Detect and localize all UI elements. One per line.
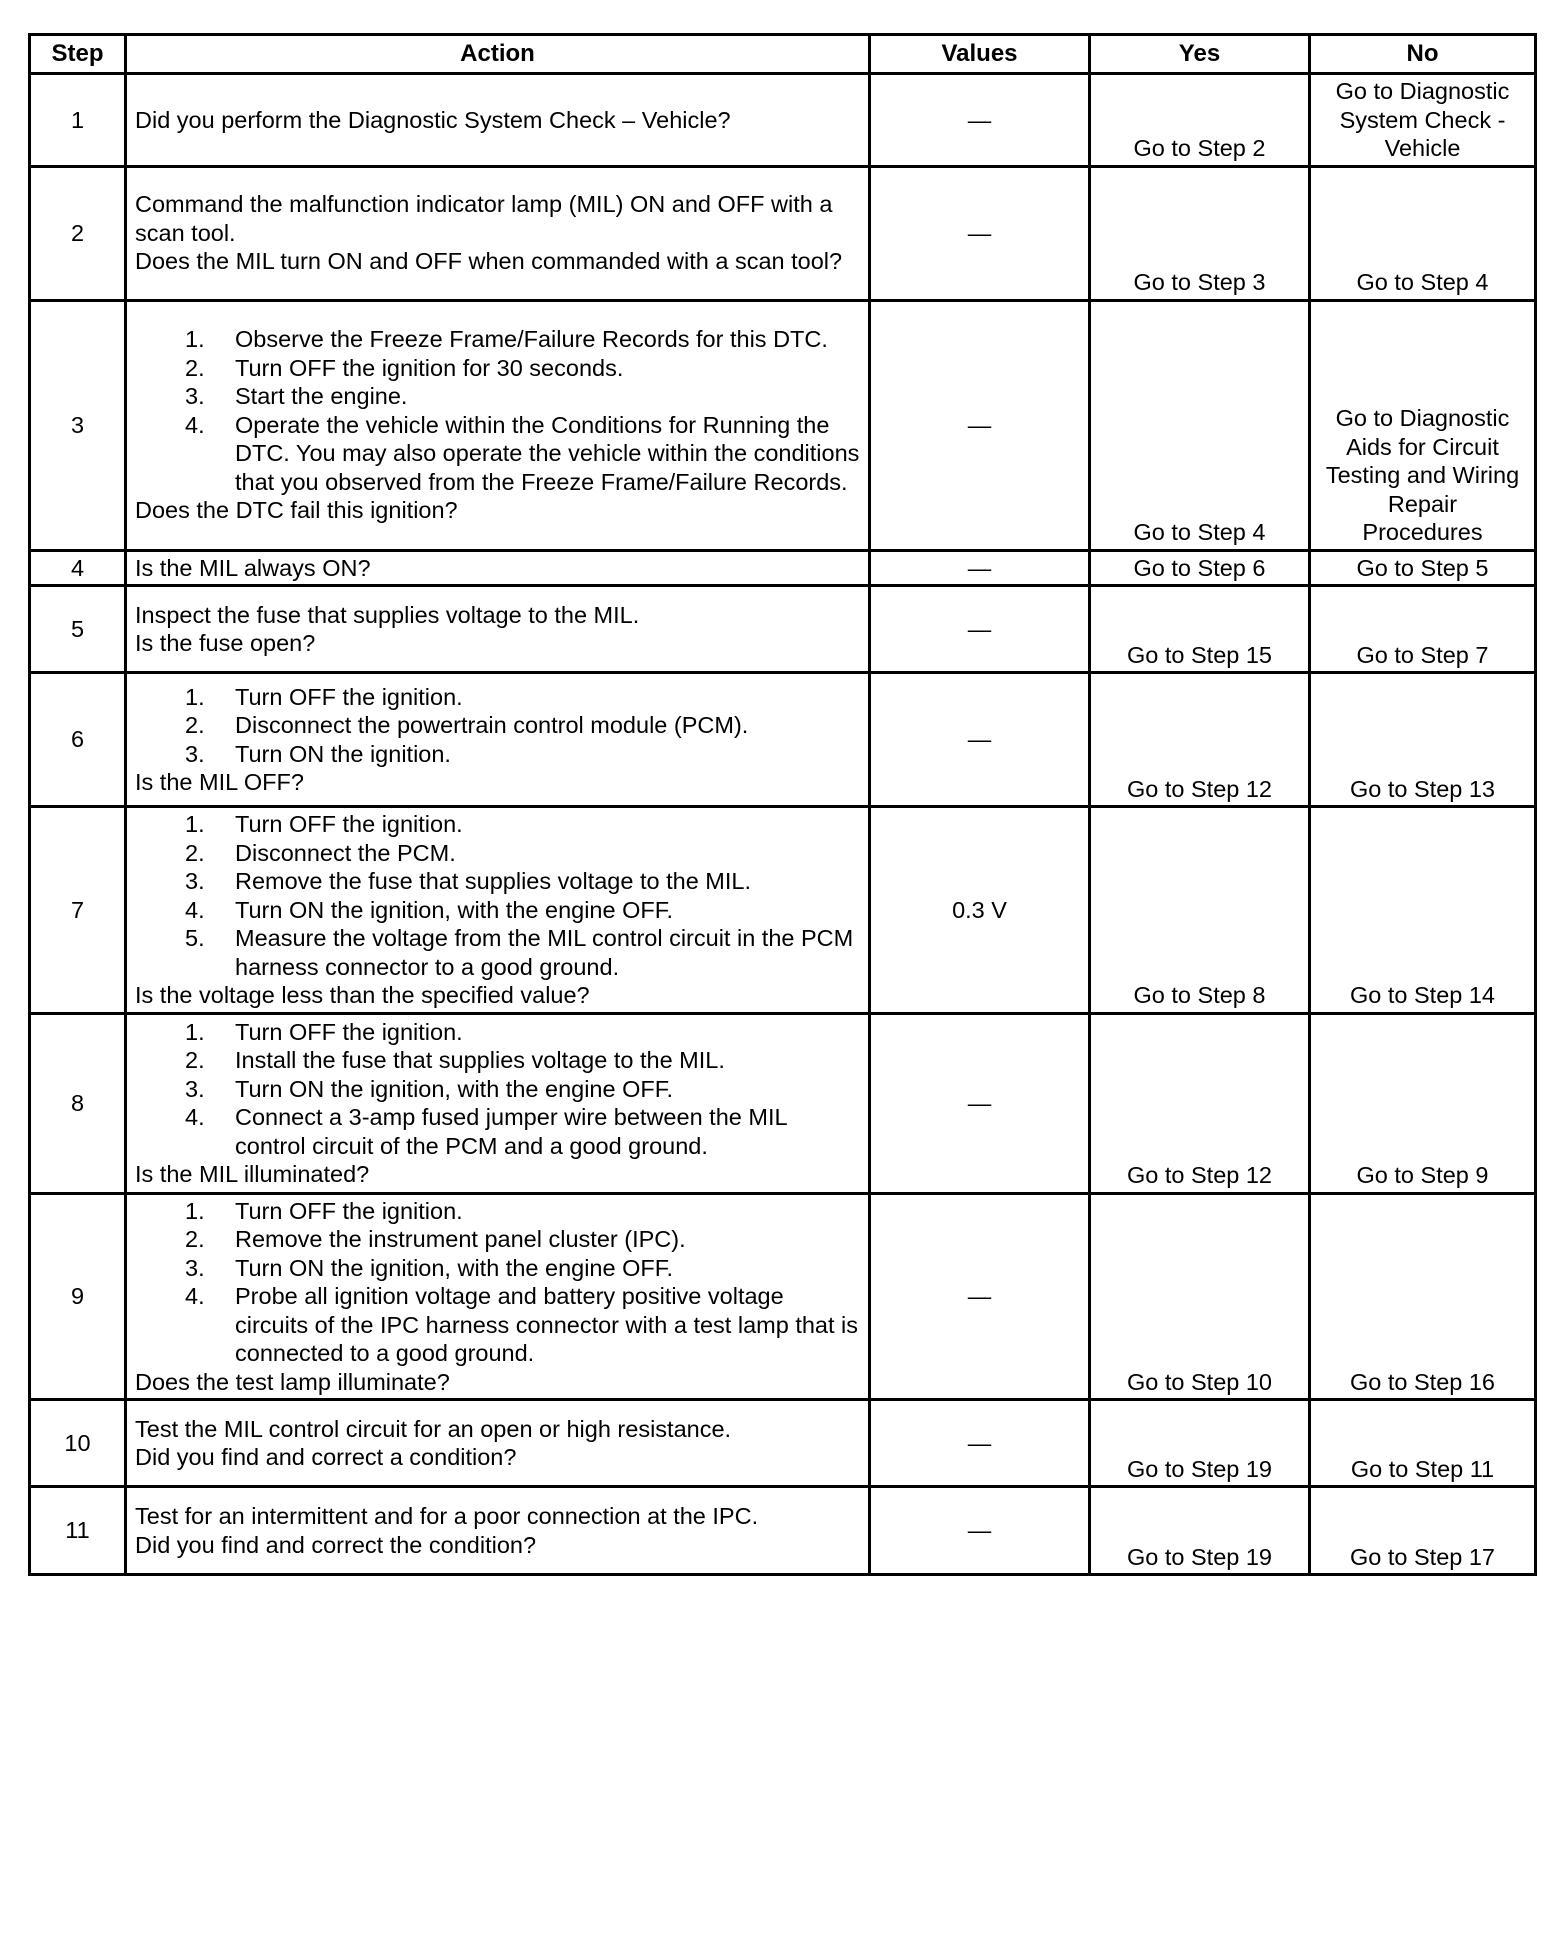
table-row — [30, 1013, 1536, 1193]
action-cell — [126, 550, 870, 586]
no-value-dash: — — [967, 219, 992, 246]
action-step-number: 1. — [185, 811, 205, 837]
action-step-number: 3. — [185, 1075, 205, 1102]
action-step — [135, 683, 860, 712]
action-step — [135, 839, 860, 868]
yes-cell: Go to Step 4 — [1090, 300, 1310, 550]
action-step — [135, 740, 860, 769]
table-row — [30, 807, 1536, 1014]
no-value-dash: — — [967, 726, 992, 753]
action-step-number: 3. — [185, 868, 205, 894]
action-instruction: Test for an intermittent and for a poor connection at the IPC. — [135, 1503, 759, 1529]
action-instruction: Is the MIL always ON? — [135, 554, 371, 581]
action-step-text: Disconnect the powertrain control module (PCM). — [235, 712, 749, 738]
action-step-number: 1. — [185, 326, 205, 353]
action-top — [135, 683, 860, 769]
header-step: Step — [30, 35, 126, 74]
action-step-text: Turn ON the ignition, with the engine OFF. — [235, 1254, 674, 1281]
yes-cell: Go to Step 3 — [1090, 166, 1310, 300]
action-step-number: 3. — [185, 740, 205, 767]
no-value-dash: — — [967, 1283, 992, 1309]
header-row — [30, 35, 1536, 74]
yes-cell: Go to Step 2 — [1090, 74, 1310, 167]
action-top — [135, 1018, 860, 1161]
action-step-list — [135, 810, 860, 981]
action-content — [127, 1413, 868, 1474]
table-row — [30, 74, 1536, 167]
action-content — [127, 323, 868, 527]
action-question: Does the MIL turn ON and OFF when commanded with a scan tool? — [135, 248, 843, 275]
no-value-dash: — — [967, 1089, 992, 1116]
table-row — [30, 1487, 1536, 1575]
value-cell — [870, 1400, 1090, 1487]
action-step-number: 2. — [185, 839, 205, 866]
action-instruction: Did you perform the Diagnostic System Check – Vehicle? — [135, 106, 731, 133]
step-number: 11 — [30, 1487, 126, 1575]
action-question: Does the DTC fail this ignition? — [135, 497, 458, 524]
no-cell: Go to Step 5 — [1310, 550, 1536, 586]
action-step-number: 1. — [185, 1197, 205, 1224]
action-step-text: Measure the voltage from the MIL control circuit in the PCM harness connector to a good ground. — [235, 925, 854, 980]
no-cell: Go to Step 14 — [1310, 807, 1536, 1014]
action-step-list — [135, 683, 860, 769]
action-content — [127, 552, 868, 585]
action-step-text: Turn OFF the ignition. — [235, 683, 463, 710]
action-step-list — [135, 1018, 860, 1161]
action-content — [127, 188, 868, 278]
action-step-number: 3. — [185, 383, 205, 410]
action-step-text: Start the engine. — [235, 383, 408, 410]
value-cell — [870, 673, 1090, 807]
diagnostic-table — [28, 33, 1537, 1576]
action-question: Did you find and correct the condition? — [135, 1531, 537, 1558]
action-content — [127, 104, 868, 137]
action-step-text: Turn ON the ignition. — [235, 740, 451, 767]
action-top — [135, 1197, 860, 1368]
no-cell: Go to Step 7 — [1310, 586, 1536, 673]
table-body — [30, 74, 1536, 1575]
no-value-dash: — — [967, 1429, 992, 1456]
value-cell — [870, 1487, 1090, 1575]
action-top — [135, 601, 860, 630]
action-question: Is the fuse open? — [135, 630, 316, 656]
table-row — [30, 1400, 1536, 1487]
action-step-list — [135, 325, 860, 496]
action-step-number: 4. — [185, 1104, 205, 1130]
action-step-number: 2. — [185, 1226, 205, 1252]
table-row — [30, 550, 1536, 586]
no-cell: Go to Step 11 — [1310, 1400, 1536, 1487]
action-step-number: 1. — [185, 683, 205, 710]
action-content — [127, 599, 868, 660]
action-cell — [126, 807, 870, 1014]
action-cell — [126, 1013, 870, 1193]
header-action: Action — [126, 35, 870, 74]
action-cell — [126, 673, 870, 807]
action-step-list — [135, 1197, 860, 1368]
value-cell — [870, 586, 1090, 673]
specified-value: 0.3 V — [952, 896, 1007, 923]
action-step — [135, 1046, 860, 1075]
step-number: 2 — [30, 166, 126, 300]
step-number: 4 — [30, 550, 126, 586]
action-step-number: 2. — [185, 712, 205, 738]
value-cell — [870, 807, 1090, 1014]
yes-cell: Go to Step 8 — [1090, 807, 1310, 1014]
action-step — [135, 810, 860, 839]
action-step — [135, 1103, 860, 1160]
action-step — [135, 1282, 860, 1368]
action-step-number: 3. — [185, 1254, 205, 1281]
action-step — [135, 924, 860, 981]
yes-cell: Go to Step 6 — [1090, 550, 1310, 586]
action-step — [135, 1075, 860, 1104]
no-cell: Go to Step 4 — [1310, 166, 1536, 300]
value-cell — [870, 1193, 1090, 1400]
action-cell — [126, 586, 870, 673]
action-top — [135, 1502, 860, 1531]
action-step-text: Observe the Freeze Frame/Failure Records for this DTC. — [235, 326, 828, 353]
no-cell: Go to Step 13 — [1310, 673, 1536, 807]
action-step-number: 4. — [185, 1283, 205, 1309]
action-instruction: Inspect the fuse that supplies voltage to the MIL. — [135, 601, 640, 628]
action-step — [135, 1197, 860, 1226]
action-step-number: 4. — [185, 411, 205, 438]
no-cell: Go to Step 17 — [1310, 1487, 1536, 1575]
yes-cell: Go to Step 12 — [1090, 1013, 1310, 1193]
step-number: 5 — [30, 586, 126, 673]
header-yes: Yes — [1090, 35, 1310, 74]
action-cell — [126, 166, 870, 300]
table-row — [30, 166, 1536, 300]
action-step — [135, 896, 860, 925]
action-question: Is the MIL illuminated? — [135, 1161, 370, 1187]
action-step-text: Remove the fuse that supplies voltage to the MIL. — [235, 868, 751, 894]
no-value-dash: — — [967, 106, 992, 133]
step-number: 9 — [30, 1193, 126, 1400]
action-step-text: Disconnect the PCM. — [235, 839, 456, 866]
action-step — [135, 411, 860, 497]
action-step — [135, 1254, 860, 1283]
action-instruction: Test the MIL control circuit for an open or high resistance. — [135, 1415, 732, 1442]
action-step — [135, 1225, 860, 1254]
action-step-number: 2. — [185, 1047, 205, 1073]
action-content — [127, 1016, 868, 1191]
no-cell: Go to Diagnostic System Check - Vehicle — [1310, 74, 1536, 167]
yes-cell: Go to Step 15 — [1090, 586, 1310, 673]
no-value-dash: — — [967, 615, 992, 642]
value-cell — [870, 74, 1090, 167]
step-number: 1 — [30, 74, 126, 167]
action-step — [135, 325, 860, 354]
step-number: 8 — [30, 1013, 126, 1193]
action-content — [127, 681, 868, 799]
action-step-text: Turn OFF the ignition. — [235, 811, 463, 837]
step-number: 10 — [30, 1400, 126, 1487]
action-step — [135, 382, 860, 411]
action-question: Does the test lamp illuminate? — [135, 1368, 450, 1395]
action-instruction: Command the malfunction indicator lamp (MIL) ON and OFF with a scan tool. — [135, 191, 833, 246]
action-step-text: Operate the vehicle within the Conditions for Running the DTC. You may also operate the vehicle within the conditions that you observed from the Freeze Frame/Failure Records. — [235, 411, 860, 495]
action-cell — [126, 74, 870, 167]
action-top — [135, 106, 860, 135]
action-top — [135, 190, 860, 247]
action-step-text: Remove the instrument panel cluster (IPC). — [235, 1226, 686, 1252]
action-step-number: 5. — [185, 925, 205, 951]
header-no: No — [1310, 35, 1536, 74]
action-cell — [126, 1400, 870, 1487]
value-cell — [870, 550, 1090, 586]
action-step-text: Turn OFF the ignition. — [235, 1018, 463, 1045]
action-cell — [126, 1193, 870, 1400]
table-row — [30, 1193, 1536, 1400]
action-step — [135, 1018, 860, 1047]
action-step-text: Connect a 3-amp fused jumper wire between the MIL control circuit of the PCM and a good ground. — [235, 1104, 787, 1159]
yes-cell: Go to Step 19 — [1090, 1400, 1310, 1487]
yes-cell: Go to Step 12 — [1090, 673, 1310, 807]
action-cell — [126, 1487, 870, 1575]
step-number: 3 — [30, 300, 126, 550]
yes-cell: Go to Step 10 — [1090, 1193, 1310, 1400]
action-step — [135, 867, 860, 896]
no-value-dash: — — [967, 554, 992, 581]
no-cell: Go to Step 16 — [1310, 1193, 1536, 1400]
action-step-text: Install the fuse that supplies voltage to the MIL. — [235, 1047, 725, 1073]
table-row — [30, 300, 1536, 550]
value-cell — [870, 166, 1090, 300]
no-value-dash: — — [967, 411, 992, 438]
action-step-text: Turn ON the ignition, with the engine OFF. — [235, 1075, 674, 1102]
value-cell — [870, 300, 1090, 550]
action-content — [127, 1195, 868, 1399]
no-cell: Go to Diagnostic Aids for Circuit Testing and Wiring Repair Procedures — [1310, 300, 1536, 550]
action-top — [135, 1415, 860, 1444]
no-cell: Go to Step 9 — [1310, 1013, 1536, 1193]
action-top — [135, 554, 860, 583]
action-question: Did you find and correct a condition? — [135, 1444, 517, 1470]
action-question: Is the voltage less than the specified value? — [135, 982, 590, 1008]
action-cell — [126, 300, 870, 550]
action-step-text: Turn OFF the ignition. — [235, 1197, 463, 1224]
action-step-number: 2. — [185, 354, 205, 381]
action-step-text: Turn OFF the ignition for 30 seconds. — [235, 354, 624, 381]
action-step-number: 1. — [185, 1018, 205, 1045]
action-top — [135, 325, 860, 496]
step-number: 6 — [30, 673, 126, 807]
action-step-number: 4. — [185, 896, 205, 923]
table-row — [30, 586, 1536, 673]
value-cell — [870, 1013, 1090, 1193]
action-step-text: Probe all ignition voltage and battery positive voltage circuits of the IPC harness connector with a test lamp that is connected to a good ground. — [235, 1283, 859, 1366]
no-value-dash: — — [967, 1517, 992, 1544]
action-top — [135, 810, 860, 981]
table-row — [30, 673, 1536, 807]
action-step-text: Turn ON the ignition, with the engine OFF. — [235, 896, 674, 923]
action-step — [135, 711, 860, 740]
yes-cell: Go to Step 19 — [1090, 1487, 1310, 1575]
action-content — [127, 1500, 868, 1561]
action-step — [135, 354, 860, 383]
header-values: Values — [870, 35, 1090, 74]
action-question: Is the MIL OFF? — [135, 769, 304, 795]
step-number: 7 — [30, 807, 126, 1014]
action-content — [127, 808, 868, 1012]
